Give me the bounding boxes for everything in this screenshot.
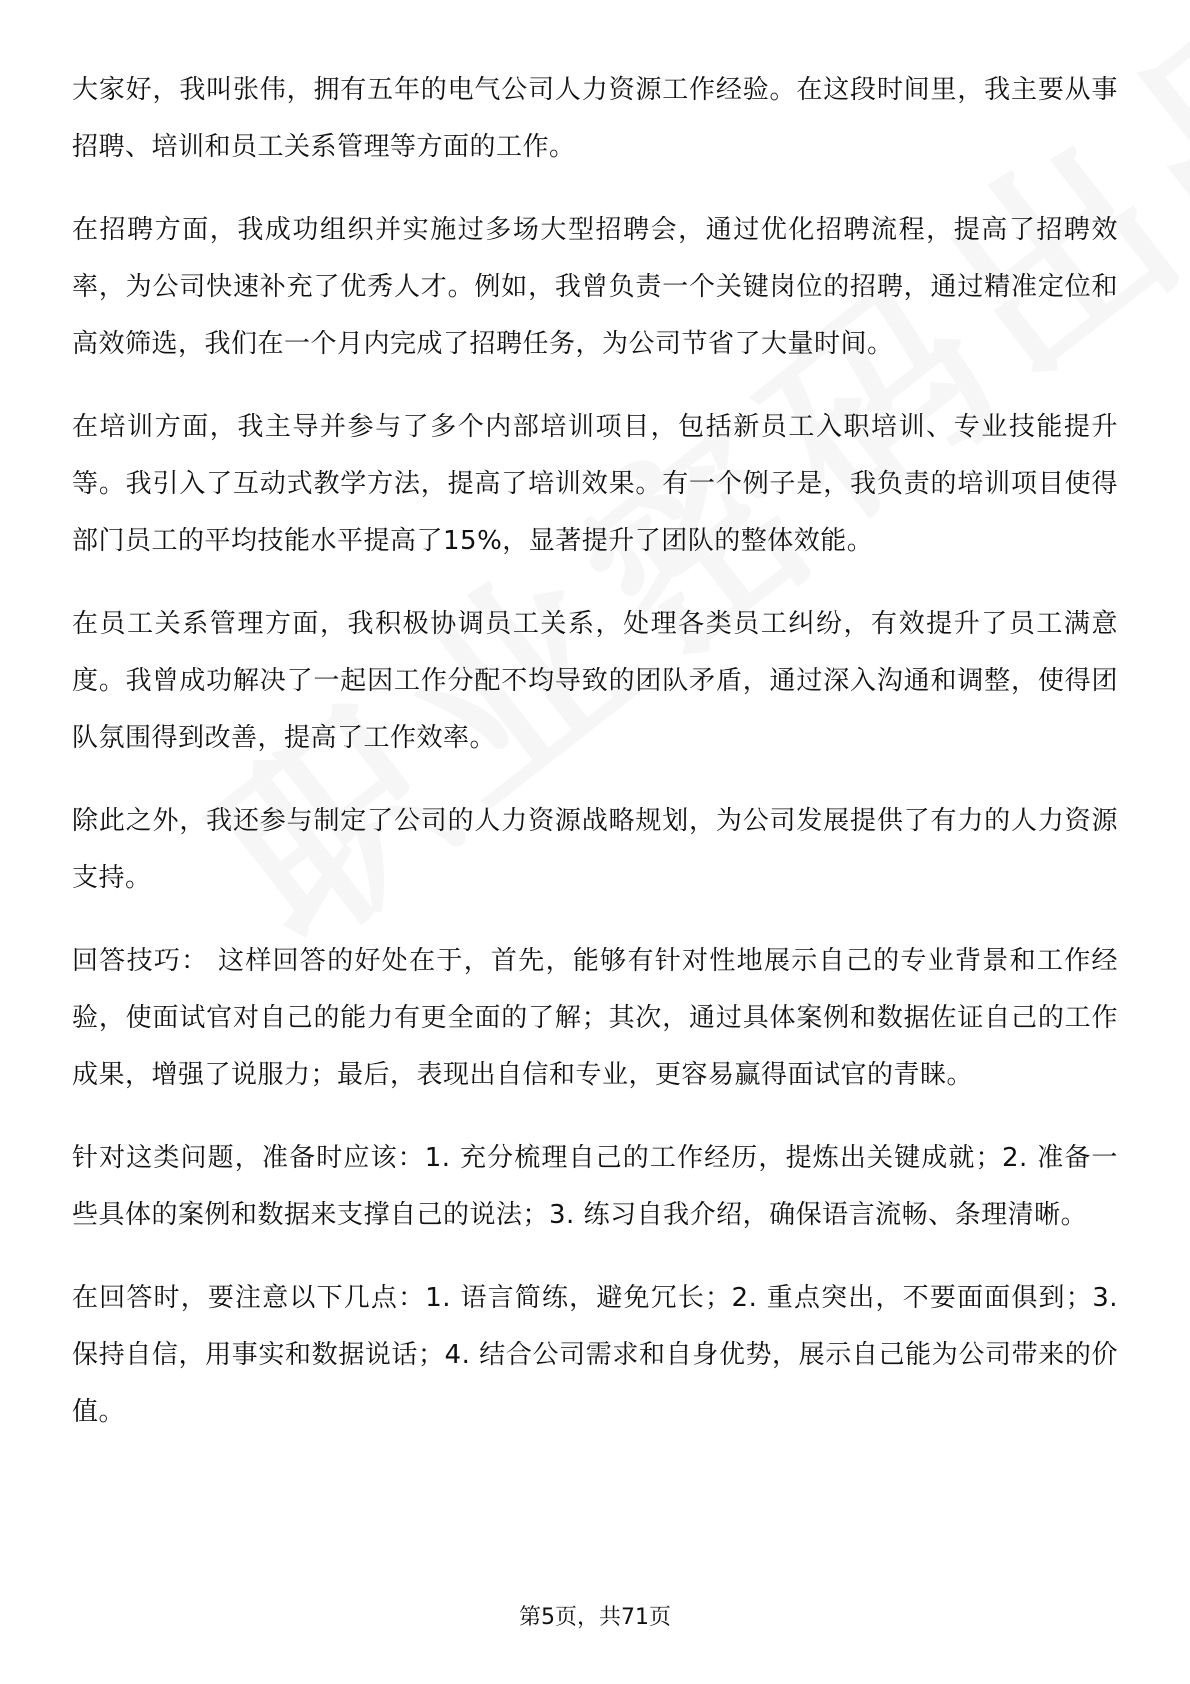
- paragraph-intro: 大家好，我叫张伟，拥有五年的电气公司人力资源工作经验。在这段时间里，我主要从事招聘、培训和员工关系管理等方面的工作。: [72, 75, 1118, 162]
- paragraph-answer-notes: 在回答时，要注意以下几点：1. 语言简练，避免冗长；2. 重点突出，不要面面俱到；3. 保持自信，用事实和数据说话；4. 结合公司需求和自身优势，展示自己能为公司带来的价值。: [72, 1283, 1118, 1427]
- document-body: [72, 62, 1118, 1467]
- paragraph-employee-relations: 在员工关系管理方面，我积极协调员工关系，处理各类员工纠纷，有效提升了员工满意度。我曾成功解决了一起因工作分配不均导致的团队矛盾，通过深入沟通和调整，使得团队氛围得到改善，提高了工作效率。: [72, 609, 1118, 753]
- paragraph-preparation: 针对这类问题，准备时应该：1. 充分梳理自己的工作经历，提炼出关键成就；2. 准备一些具体的案例和数据来支撑自己的说法；3. 练习自我介绍，确保语言流畅、条理清晰。: [72, 1143, 1118, 1230]
- paragraph-recruiting: 在招聘方面，我成功组织并实施过多场大型招聘会，通过优化招聘流程，提高了招聘效率，为公司快速补充了优秀人才。例如，我曾负责一个关键岗位的招聘，通过精准定位和高效筛选，我们在一个月内完成了招聘任务，为公司节省了大量时间。: [72, 215, 1118, 359]
- paragraph-strategy: 除此之外，我还参与制定了公司的人力资源战略规划，为公司发展提供了有力的人力资源支持。: [72, 806, 1118, 893]
- paragraph-training: 在培训方面，我主导并参与了多个内部培训项目，包括新员工入职培训、专业技能提升等。我引入了互动式教学方法，提高了培训效果。有一个例子是，我负责的培训项目使得部门员工的平均技能水平提高了15%，显著提升了团队的整体效能。: [72, 412, 1118, 556]
- paragraph-answer-tips: 回答技巧： 这样回答的好处在于，首先，能够有针对性地展示自己的专业背景和工作经验，使面试官对自己的能力有更全面的了解；其次，通过具体案例和数据佐证自己的工作成果，增强了说服力；最后，表现出自信和专业，更容易赢得面试官的青睐。: [72, 946, 1118, 1090]
- page-number: 第5页，共71页: [519, 1605, 671, 1630]
